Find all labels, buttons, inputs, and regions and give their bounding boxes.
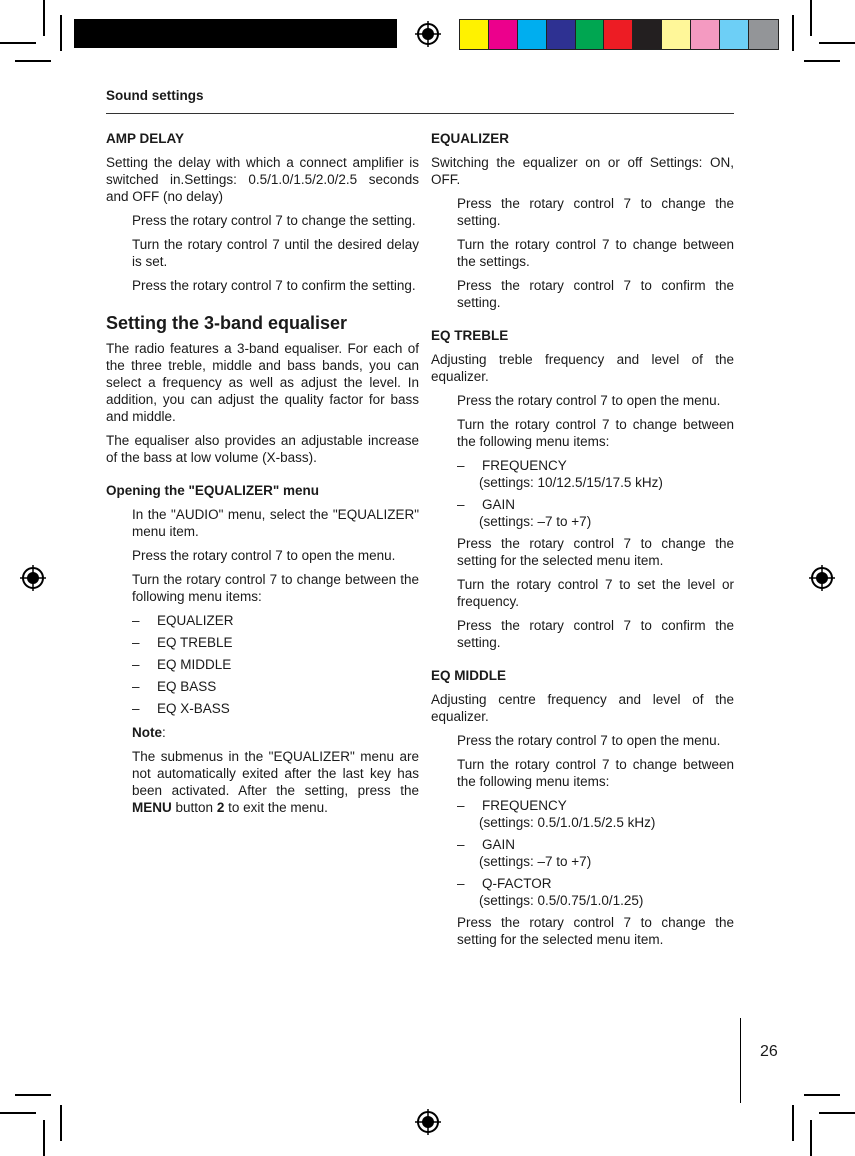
color-swatch: [691, 20, 720, 49]
list-item: – EQ X-BASS: [132, 701, 230, 716]
crop-mark: [810, 1120, 812, 1156]
treble-step: Turn the rotary control 7 to change between the following menu items:: [457, 417, 734, 449]
treble-step: Press the rotary control 7 to open the menu.: [457, 393, 721, 408]
treble-step: Press the rotary control 7 to confirm the setting.: [457, 618, 734, 650]
list-item: – Q-FACTOR: [457, 876, 552, 891]
crop-mark: [15, 1094, 51, 1096]
equalizer-intro: Switching the equalizer on or off Settings: ON, OFF.: [431, 155, 734, 187]
crop-mark: [0, 42, 36, 44]
color-swatch: [749, 20, 778, 49]
list-item-value: (settings: 0.5/1.0/1.5/2.5 kHz): [479, 815, 656, 830]
list-item-value: (settings: 10/12.5/15/17.5 kHz): [479, 475, 663, 490]
color-swatches: [459, 19, 779, 50]
list-item: – GAIN: [457, 497, 516, 512]
crop-mark: [819, 1112, 855, 1114]
equalizer-heading: EQUALIZER: [431, 131, 510, 146]
left-column: [106, 130, 419, 816]
treble-step: Press the rotary control 7 to change the setting for the selected menu item.: [457, 536, 734, 568]
opening-step: In the "AUDIO" menu, select the "EQUALIZER" menu item.: [132, 507, 419, 539]
middle-step: Press the rotary control 7 to change the setting for the selected menu item.: [457, 915, 734, 947]
page-number-rule: [740, 1018, 741, 1103]
list-item: – EQ MIDDLE: [132, 657, 232, 672]
running-header: Sound settings: [106, 88, 204, 103]
registration-mark-icon: [415, 1109, 441, 1135]
color-swatch: [547, 20, 576, 49]
crop-mark: [810, 0, 812, 36]
color-swatch: [662, 20, 691, 49]
opening-step: Press the rotary control 7 to open the menu.: [132, 548, 396, 563]
middle-step: Turn the rotary control 7 to change between the following menu items:: [457, 757, 734, 789]
crop-mark: [0, 1112, 36, 1114]
middle-heading: EQ MIDDLE: [431, 668, 507, 683]
crop-mark: [804, 1094, 840, 1096]
treble-intro: Adjusting treble frequency and level of the equalizer.: [431, 352, 734, 384]
crop-mark: [792, 15, 794, 51]
list-item: – FREQUENCY: [457, 798, 567, 813]
section-title: Setting the 3-band equaliser: [106, 313, 348, 333]
list-item-value: (settings: 0.5/0.75/1.0/1.25): [479, 893, 644, 908]
color-swatch: [604, 20, 633, 49]
crop-mark: [43, 1120, 45, 1156]
equaliser-paragraph: The radio features a 3-band equaliser. For each of the three treble, middle and bass bands, you can select a frequency as well as adjust the level. In addition, you can adjust the quality factor for bass and middle.: [106, 341, 419, 424]
equalizer-step: Turn the rotary control 7 to change between the settings.: [457, 237, 734, 269]
registration-mark-icon: [809, 565, 835, 591]
list-item: – GAIN: [457, 837, 516, 852]
equaliser-paragraph: The equaliser also provides an adjustable increase of the bass at low volume (X-bass).: [106, 433, 419, 465]
treble-step: Turn the rotary control 7 to set the level or frequency.: [457, 577, 734, 609]
amp-delay-step: Turn the rotary control 7 until the desired delay is set.: [132, 237, 419, 269]
color-swatch: [576, 20, 605, 49]
amp-delay-intro: Setting the delay with which a connect amplifier is switched in.Settings: 0.5/1.0/1.5/2.0/2.5 seconds and OFF (no delay): [106, 155, 419, 204]
equalizer-step: Press the rotary control 7 to change the setting.: [457, 196, 734, 228]
right-column: [431, 130, 734, 948]
amp-delay-heading: AMP DELAY: [106, 131, 185, 146]
color-swatch: [518, 20, 547, 49]
color-swatch: [633, 20, 662, 49]
middle-step: Press the rotary control 7 to open the menu.: [457, 733, 721, 748]
list-item-value: (settings: –7 to +7): [479, 854, 592, 869]
treble-heading: EQ TREBLE: [431, 328, 509, 343]
color-swatch: [460, 20, 489, 49]
crop-mark: [819, 42, 855, 44]
list-item: – EQUALIZER: [132, 613, 234, 628]
density-bar: [74, 19, 397, 48]
header-rule: [106, 113, 734, 114]
color-swatch: [489, 20, 518, 49]
equalizer-step: Press the rotary control 7 to confirm the setting.: [457, 278, 734, 310]
list-item: – EQ BASS: [132, 679, 217, 694]
list-item: – FREQUENCY: [457, 458, 567, 473]
list-item-value: (settings: –7 to +7): [479, 514, 592, 529]
registration-mark-icon: [20, 565, 46, 591]
note-label: Note:: [132, 725, 166, 740]
crop-mark: [15, 60, 51, 62]
page-number: 26: [760, 1043, 778, 1060]
crop-mark: [792, 1105, 794, 1141]
amp-delay-step: Press the rotary control 7 to confirm the setting.: [132, 278, 416, 293]
opening-step: Turn the rotary control 7 to change between the following menu items:: [132, 572, 419, 604]
color-swatch: [720, 20, 749, 49]
crop-mark: [60, 15, 62, 51]
crop-mark: [60, 1105, 62, 1141]
amp-delay-step: Press the rotary control 7 to change the setting.: [132, 213, 416, 228]
list-item: – EQ TREBLE: [132, 635, 233, 650]
crop-mark: [804, 60, 840, 62]
note-text: The submenus in the "EQUALIZER" menu are not automatically exited after the last key has been activated. After the setting, press the MENU button 2 to exit the menu.: [132, 749, 419, 815]
registration-mark-icon: [415, 21, 441, 47]
opening-heading: Opening the "EQUALIZER" menu: [106, 483, 320, 498]
crop-mark: [43, 0, 45, 36]
middle-intro: Adjusting centre frequency and level of the equalizer.: [431, 692, 734, 724]
